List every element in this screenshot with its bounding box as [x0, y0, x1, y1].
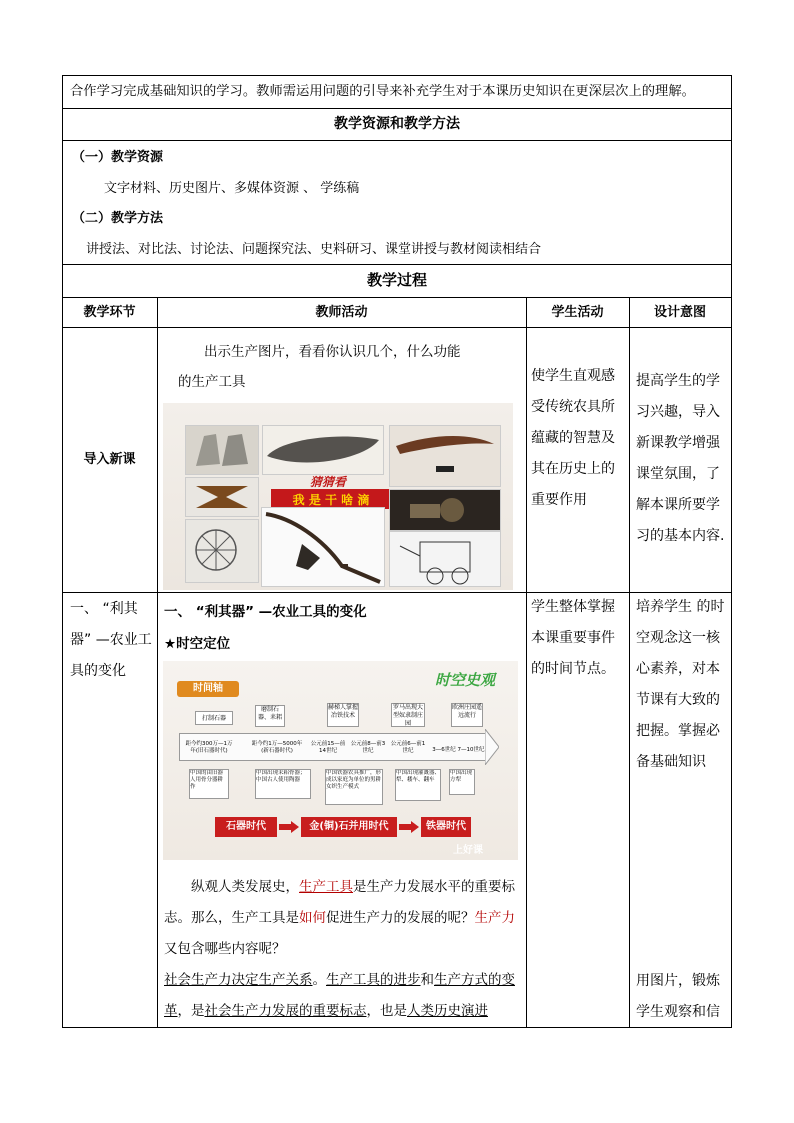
- cart-model-icon: [390, 490, 500, 530]
- timeline-note: 中国的由旧器人用骨分器耕作: [189, 769, 229, 799]
- student-intro: 使学生直观感受传统农具所蕴藏的智慧及其在历史上的重要作用: [531, 368, 615, 508]
- timeline-date: 公元前15—前14世纪: [310, 741, 346, 754]
- timeline-node: 罗马出现大型奴隶制庄园: [392, 704, 423, 727]
- intent-intro: 提高学生的学习兴趣，导入新课教学增强课堂氛围，了解本课所要学习的基本内容.: [636, 373, 725, 544]
- p2-f: ，是: [177, 1003, 205, 1019]
- teacher-intro-line2: 的生产工具: [178, 374, 246, 390]
- timeline-arrow-icon: [485, 729, 499, 765]
- machine-drawing: [389, 531, 501, 587]
- rule: [62, 1027, 732, 1028]
- col-header-intent: 设计意图: [653, 305, 706, 320]
- p1-e: 促进生产力的发展的呢？: [326, 910, 475, 926]
- timeline-date: 7—10世纪: [457, 747, 485, 753]
- p1-b: 生产工具: [299, 879, 353, 895]
- timeline-node: 欧洲庄园遥远流行: [451, 703, 483, 727]
- resources-heading-1: （一）教学资源: [72, 150, 164, 165]
- p1-c: 是生产力发展水平的重要标志。那么，生产工具是: [164, 879, 515, 926]
- rule: [62, 592, 732, 593]
- spinning-wheel-photo: [185, 519, 259, 583]
- col-divider: [157, 297, 158, 1028]
- timeline-badge: 时间轴: [177, 681, 239, 697]
- p2-c: 生产工具的进步: [326, 972, 421, 988]
- rule: [62, 264, 732, 265]
- teacher-tools-title: 一、 “利其器” —农业工具的变化: [164, 604, 367, 620]
- stone-blade-photo: [262, 425, 384, 475]
- intro-line: 合作学习完成基础知识的学习。教师需运用问题的引导来补充学生对于本课历史知识在更深层次上的理解。: [70, 84, 695, 99]
- timeline-corner: 时空史观: [435, 671, 496, 689]
- timeline-date: 距今约300万—1万年(旧石器时代): [185, 741, 233, 754]
- paragraph-2: [164, 965, 520, 1027]
- stone-tool-photo: [185, 425, 259, 475]
- resources-text-1: 文字材料、历史图片、多媒体资源 、 学练稿: [104, 181, 360, 196]
- caption-text: 我 是 干 啥 滴: [292, 493, 370, 507]
- timeline-note: 中国铁器农具推广，形成以家庭为单位的男耕女织生产模式: [325, 769, 383, 805]
- caption-title: 猜猜看: [309, 475, 346, 489]
- table-border-left: [62, 75, 63, 1028]
- process-header: 教学过程: [366, 271, 427, 289]
- plow-icon: [262, 508, 384, 586]
- p2-d: 和: [420, 972, 434, 988]
- cart-model-photo: [389, 489, 501, 531]
- age-label: 铁器时代: [421, 817, 471, 837]
- timeline-image: [163, 661, 518, 860]
- col-divider: [629, 297, 630, 1028]
- resources-header: 教学资源和教学方法: [334, 116, 460, 132]
- machine-drawing-icon: [390, 532, 500, 586]
- p2-i: 人类历史演进: [407, 1003, 488, 1019]
- p2-e: 生产方式的变革: [164, 972, 515, 1019]
- timeline-node: 磨制石器、耒耜: [255, 705, 285, 727]
- intent-tools-1: 培养学生 的时空观念这一核心素养，对本节课有大致的把握。掌握必备基础知识: [636, 599, 725, 770]
- p2-h: ，也是: [366, 1003, 407, 1019]
- rule: [62, 297, 732, 298]
- plow-photo: [261, 507, 385, 587]
- timeline-note: 中国出现耒耜骨器；中国古人使用陶器: [255, 769, 311, 799]
- spacetime-title: ★时空定位: [164, 636, 231, 652]
- p1-a: 纵观人类发展史，: [191, 879, 299, 895]
- col-header-student: 学生活动: [551, 305, 604, 320]
- col-header-stage: 教学环节: [83, 305, 136, 320]
- timeline-date: 距今约1万—5000年(新石器时代): [251, 741, 303, 754]
- age-label: 金(铜)石并用时代: [301, 817, 397, 837]
- student-tools: 学生整体掌握本课重要事件的时间节点。: [531, 599, 615, 677]
- intent-tools-2: 用图片，锻炼学生观察和信: [636, 973, 720, 1020]
- p2-g: 社会生产力发展的重要标志: [204, 1003, 367, 1019]
- stage-tools: 一、 “利其器” —农业工具的变化: [70, 601, 152, 679]
- resources-text-2: 讲授法、对比法、讨论法、问题探究法、史料研习、课堂讲授与教材阅读相结合: [86, 242, 542, 257]
- p1-f: 生产力: [474, 910, 515, 926]
- p1-d: 如何: [299, 910, 326, 926]
- timeline-node: 赫梯人掌握冶铁技术: [327, 703, 359, 727]
- bronze-tool-photo: [185, 477, 259, 517]
- stage-intro: 导入新课: [83, 452, 136, 467]
- tools-image: [163, 403, 513, 590]
- timeline-date: 公元前6—前1世纪: [390, 741, 426, 754]
- bronze-tool-icon: [186, 478, 258, 516]
- sickle-photo: [389, 425, 501, 487]
- spinning-wheel-icon: [186, 520, 258, 582]
- age-label: 石器时代: [215, 817, 277, 837]
- col-divider: [526, 297, 527, 1028]
- age-arrow-icon: [399, 821, 419, 833]
- timeline-node: 打制石器: [195, 711, 233, 725]
- teacher-intro-line1: 出示生产图片，看看你认识几个，什么功能: [204, 344, 461, 360]
- timeline-date: 3—6世纪: [432, 747, 456, 753]
- timeline-date: 公元前8—前3世纪: [350, 741, 386, 754]
- timeline-note: 中国出现方犁: [449, 769, 475, 795]
- rule: [62, 327, 732, 328]
- rule: [62, 75, 732, 76]
- p2-b: 。: [312, 972, 326, 988]
- stone-blade-icon: [263, 426, 383, 474]
- age-arrow-icon: [279, 821, 299, 833]
- timeline-note: 中国出现灌溉器、犁、耧车、翻车: [395, 769, 441, 801]
- p1-g: 又包含哪些内容呢？: [164, 941, 286, 957]
- rule: [62, 108, 732, 109]
- p2-a: 社会生产力决定生产关系: [164, 972, 313, 988]
- rule: [62, 140, 732, 141]
- resources-heading-2: （二）教学方法: [72, 211, 164, 226]
- stone-tool-icon: [186, 426, 258, 474]
- table-border-right: [731, 75, 732, 1028]
- sickle-icon: [390, 426, 500, 486]
- paragraph-1: [164, 872, 520, 965]
- col-header-teacher: 教师活动: [315, 305, 368, 320]
- timeline-watermark: 上好课: [453, 845, 483, 856]
